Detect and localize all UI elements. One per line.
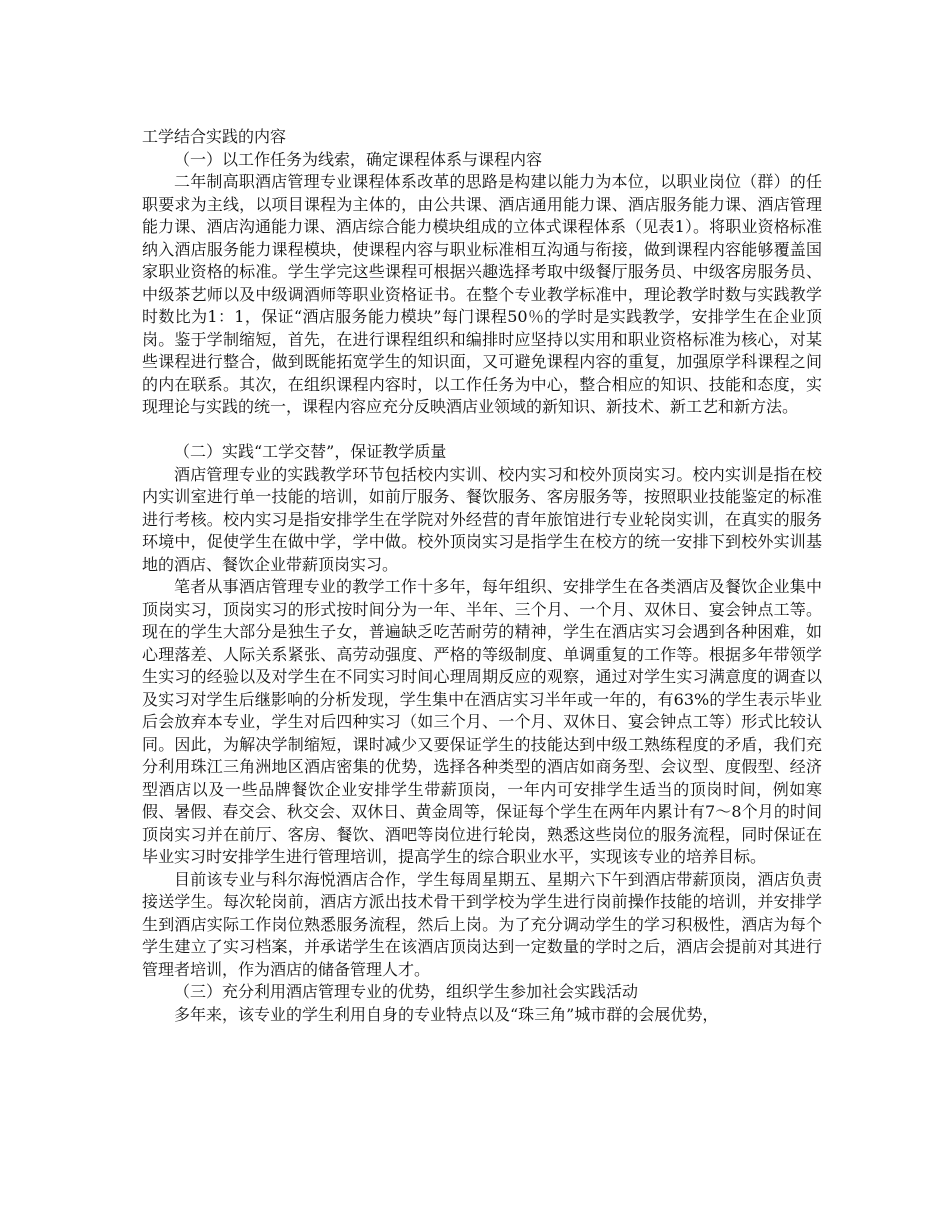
heading-course-system: （一）以工作任务为线索，确定课程体系与课程内容 xyxy=(174,149,543,169)
heading-work-study: （二）实践“工学交替”，保证教学质量 xyxy=(174,442,447,461)
paragraph-internship-experience: 笔者从事酒店管理专业的教学工作十多年，每年组织、安排学生在各类酒店及餐饮企业集中顶岗实习，顶岗实习的形式按时间分为一年、半年、三个月、一个月、双休日、宴会钟点工等。现在的学生大部分是独生子女，普遍缺乏吃苦耐劳的精神，学生在酒店实习会遇到各种困难，如心理落差、人际关系紧张、高劳动强度、严格的等级制度、单调重复的工作等。根据多年带领学生实习的经验以及对学生在不同实习时间心理周期反应的观察，通过对学生实习满意度的调查以及实习对学生后继影响的分析发现，学生集中在酒店实习半年或一年的，有63%的学生表示毕业后会放弃本专业，学生对后四种实习（如三个月、一个月、双休日、宴会钟点工等）形式比较认同。因此，为解决学制缩短，课时减少又要保证学生的技能达到中级工熟练程度的矛盾，我们充分利用珠江三角洲地区酒店密集的优势，选择各种类型的酒店如商务型、会议型、度假型、经济型酒店以及一些品牌餐饮企业安排学生带薪顶岗，一年内可安排学生适当的顶岗时间，例如寒假、暑假、春交会、秋交会、双休日、黄金周等，保证每个学生在两年内累计有7～8个月的时间顶岗实习并在前厅、客房、餐饮、酒吧等岗位进行轮岗，熟悉这些岗位的服务流程，同时保证在毕业实习时安排学生进行管理培训，提高学生的综合职业水平，实现该专业的培养目标。 xyxy=(142,577,822,866)
document-body xyxy=(142,126,822,1026)
paragraph-spacer xyxy=(142,419,822,442)
paragraph-course-reform: 二年制高职酒店管理专业课程体系改革的思路是构建以能力为本位，以职业岗位（群）的任职要求为主线，以项目课程为主体的，由公共课、酒店通用能力课、酒店服务能力课、酒店管理能力课、酒店沟通能力课、酒店综合能力模块组成的立体式课程体系（见表1）。将职业资格标准纳入酒店服务能力课程模块，使课程内容与职业标准相互沟通与衔接，做到课程内容能够覆盖国家职业资格的标准。学生学完这些课程可根据兴趣选择考取中级餐厅服务员、中级客房服务员、中级茶艺师以及中级调酒师等职业资格证书。在整个专业教学标准中，理论教学时数与实践教学时数比为1：1，保证“酒店服务能力模块”每门课程50％的学时是实践教学，安排学生在企业顶岗。鉴于学制缩短，首先，在进行课程组织和编排时应坚持以实用和职业资格标准为核心，对某些课程进行整合，做到既能拓宽学生的知识面，又可避免课程内容的重复，加强原学科课程之间的内在联系。其次，在组织课程内容时，以工作任务为中心，整合相应的知识、技能和态度，实现理论与实践的统一，课程内容应充分反映酒店业领域的新知识、新技术、新工艺和新方法。 xyxy=(142,172,822,416)
paragraph-practice-links: 酒店管理专业的实践教学环节包括校内实训、校内实习和校外顶岗实习。校内实训是指在校内实训室进行单一技能的培训，如前厅服务、餐饮服务、客房服务等，按照职业技能鉴定的标准进行考核。校内实习是指安排学生在学院对外经营的青年旅馆进行专业轮岗实训，在真实的服务环境中，促使学生在做中学，学中做。校外顶岗实习是指学生在校方的统一安排下到校外实训基地的酒店、餐饮企业带薪顶岗实习。 xyxy=(142,464,822,574)
paragraph-exhibition-advantage: 多年来，该专业的学生利用自身的专业特点以及“珠三角”城市群的会展优势， xyxy=(174,1004,719,1024)
heading-social-practice: （三）充分利用酒店管理专业的优势，组织学生参加社会实践活动 xyxy=(174,982,639,1001)
paragraph-hotel-cooperation: 目前该专业与科尔海悦酒店合作，学生每周星期五、星期六下午到酒店带薪顶岗，酒店负责接送学生。每次轮岗前，酒店方派出技术骨干到学校为学生进行岗前操作技能的培训，并安排学生到酒店实际工作岗位熟悉服务流程，然后上岗。为了充分调动学生的学习积极性，酒店为每个学生建立了实习档案，并承诺学生在该酒店顶岗达到一定数量的学时之后，酒店会提前对其进行管理者培训，作为酒店的储备管理人才。 xyxy=(142,869,822,979)
section-title: 工学结合实践的内容 xyxy=(142,127,287,146)
